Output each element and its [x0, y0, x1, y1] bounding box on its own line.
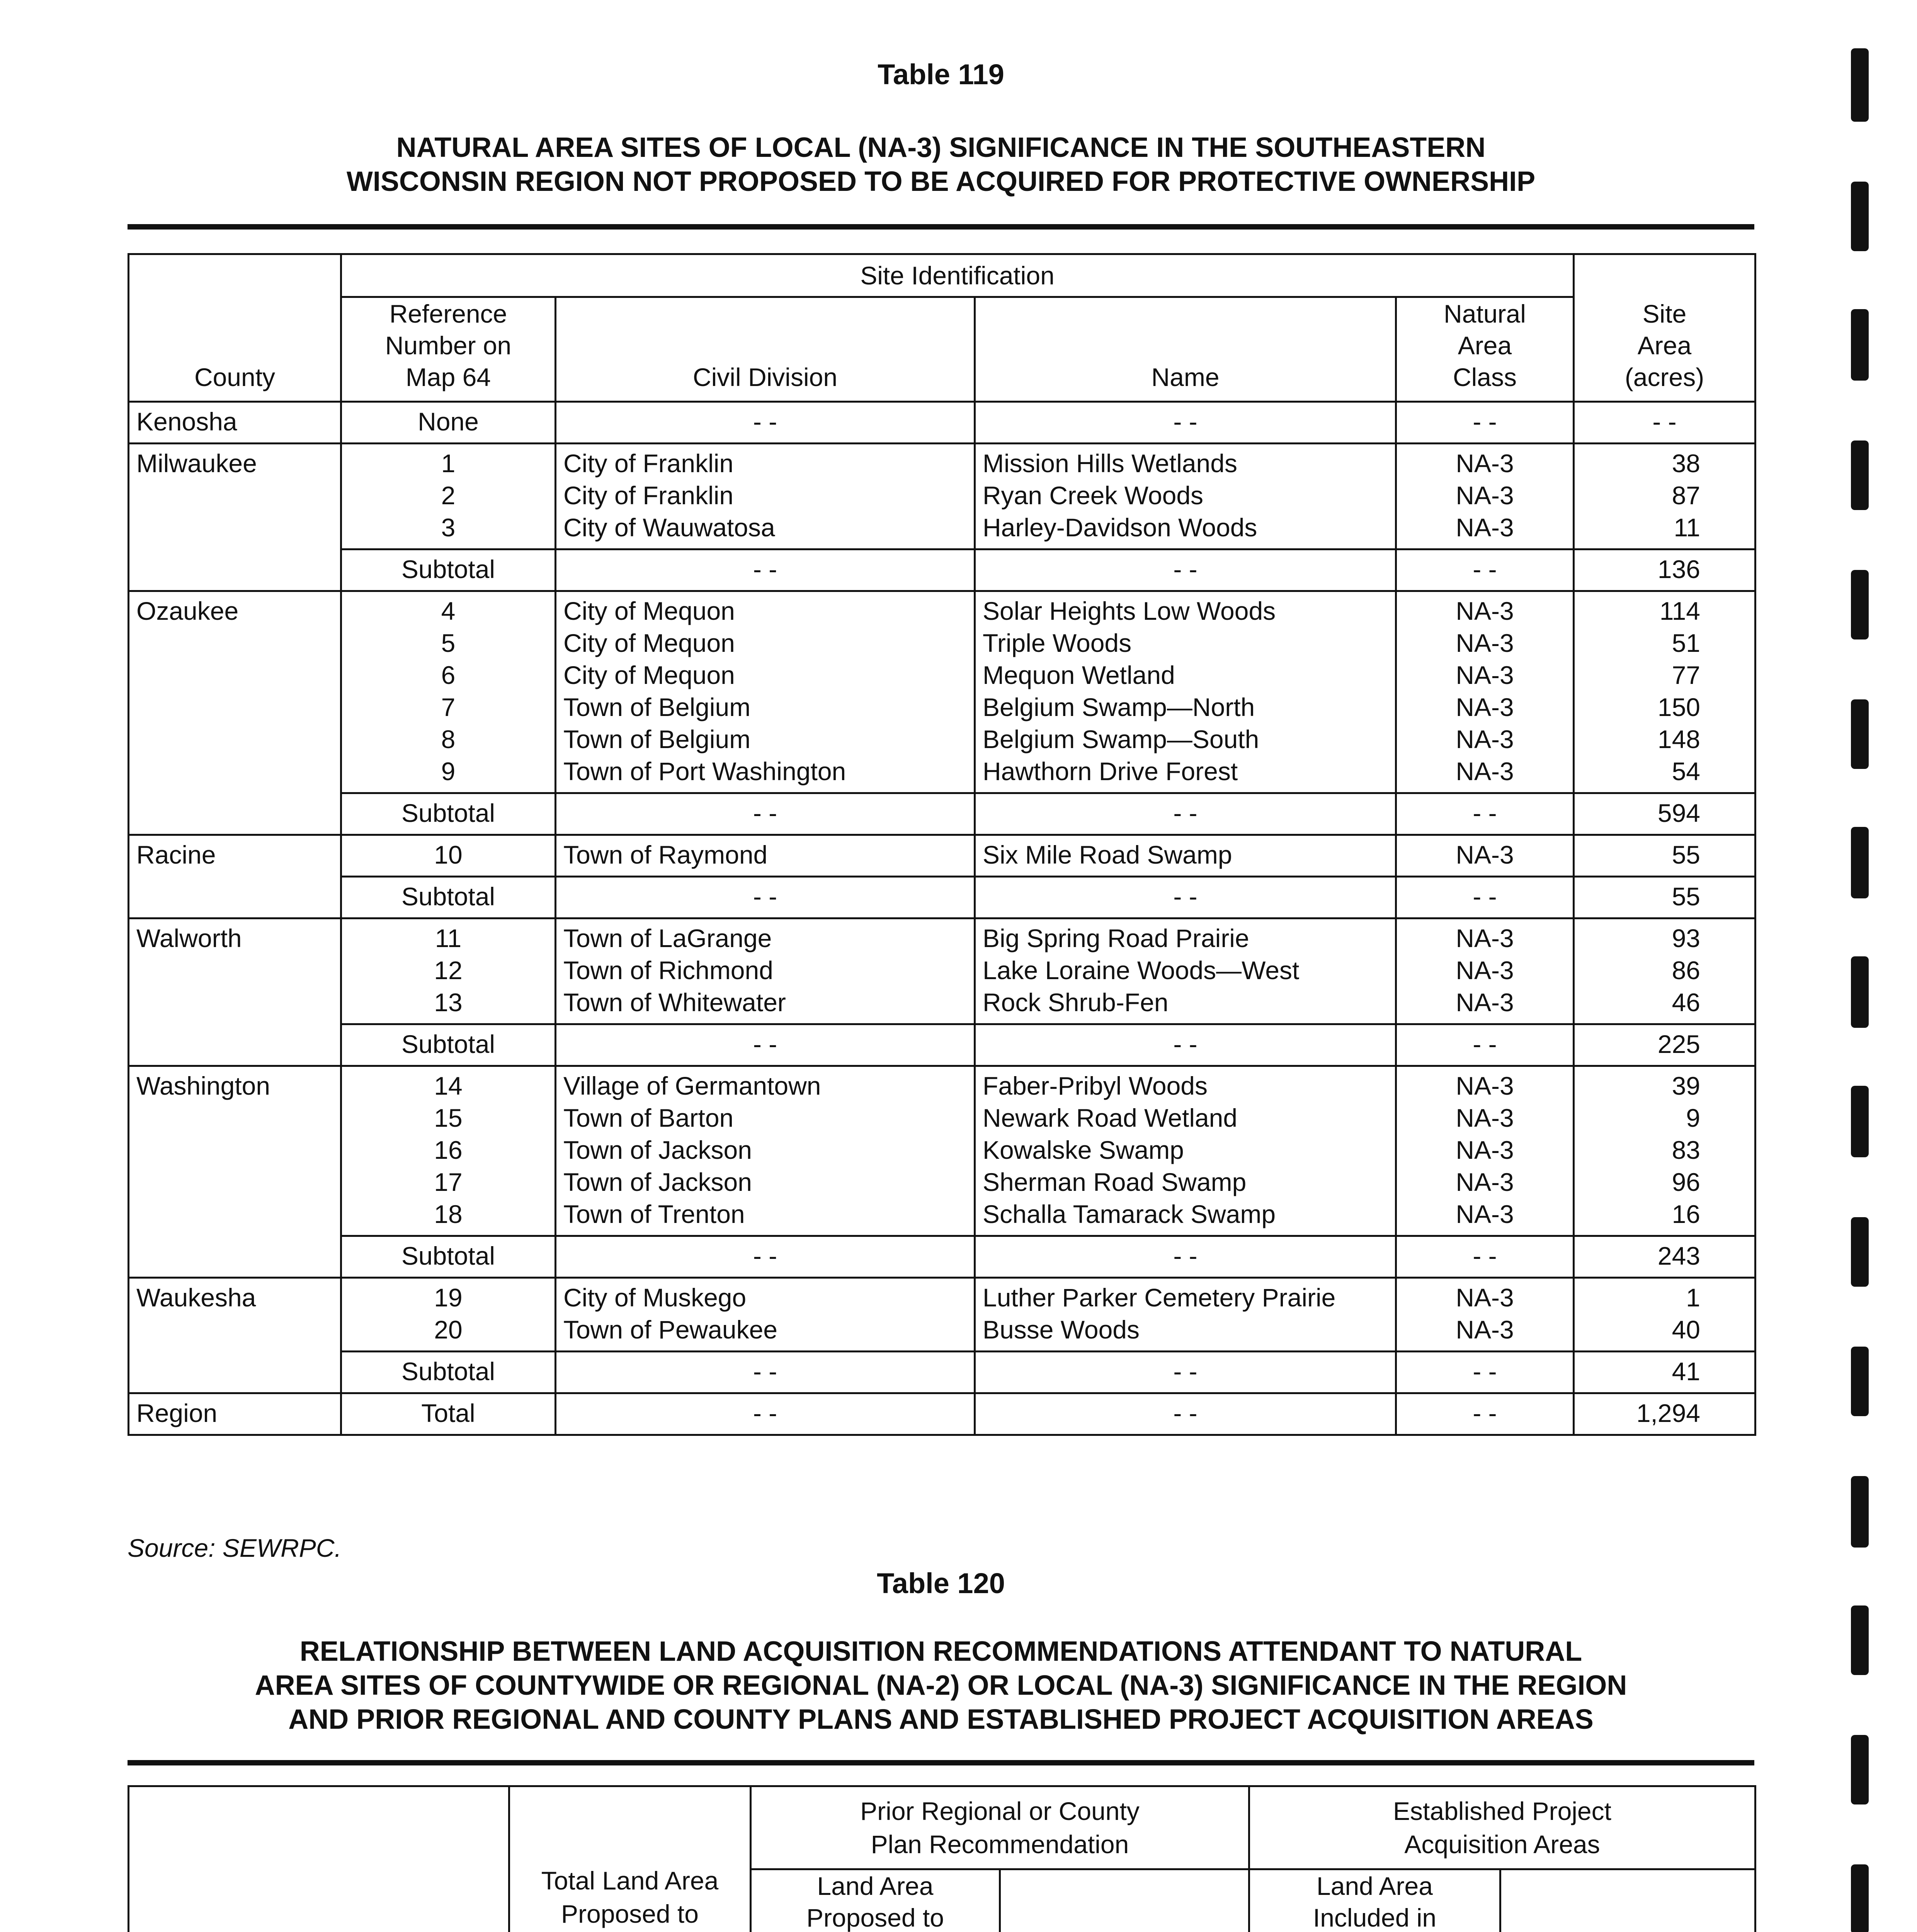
civil-division — [556, 1066, 975, 1236]
subtotal-name-dash: - - — [975, 793, 1396, 835]
civil-division-line: City of Mequon — [563, 661, 735, 689]
subtotal-class-dash: - - — [1396, 793, 1574, 835]
header-project-areas-group — [1249, 1786, 1755, 1869]
header-total-land — [509, 1786, 751, 1932]
header-project-percent — [1500, 1869, 1755, 1932]
site-name-line: Newark Road Wetland — [983, 1104, 1238, 1132]
subtotal-name-dash: - - — [975, 1236, 1396, 1278]
subtotal-area: 243 — [1574, 1236, 1755, 1278]
subtotal-class-dash: - - — [1396, 1024, 1574, 1066]
subtotal-name-dash: - - — [975, 1352, 1396, 1393]
area-class — [1396, 444, 1574, 549]
area-class — [1396, 1066, 1574, 1236]
reference-number-line: 14 — [434, 1071, 463, 1100]
subtotal-civil-dash: - - — [556, 1352, 975, 1393]
binder-tab-mark — [1851, 1217, 1869, 1287]
subtotal-row — [129, 1024, 1755, 1066]
area-class — [1396, 835, 1574, 877]
table-120-number: Table 120 — [877, 1567, 1005, 1599]
area-class — [1396, 1278, 1574, 1352]
area-class-line: NA-3 — [1456, 513, 1514, 542]
civil-division-line: - - — [753, 407, 777, 436]
reference-number-line: 15 — [434, 1104, 463, 1132]
header-prior-land — [751, 1869, 1000, 1932]
civil-division-line: City of Muskego — [563, 1283, 747, 1312]
county-name: Kenosha — [129, 402, 341, 444]
site-name-line: Schalla Tamarack Swamp — [983, 1200, 1276, 1228]
site-area-line: 46 — [1672, 988, 1701, 1017]
subtotal-civil-dash: - - — [556, 1236, 975, 1278]
subtotal-class-dash: - - — [1396, 877, 1574, 918]
reference-number-line: 17 — [434, 1168, 463, 1196]
reference-number-line: 3 — [441, 513, 456, 542]
header-line: Prior Regional or County — [860, 1797, 1140, 1825]
subtotal-label: Subtotal — [341, 877, 556, 918]
header-line: Proposed to — [806, 1903, 944, 1932]
area-class — [1396, 918, 1574, 1024]
site-area — [1574, 1278, 1755, 1352]
site-area-line: 40 — [1672, 1315, 1701, 1344]
table-120 — [128, 1785, 1756, 1932]
header-civil-division: Civil Division — [556, 297, 975, 402]
region-total-area: 1,294 — [1574, 1393, 1755, 1435]
area-class-line: NA-3 — [1456, 481, 1514, 510]
site-area-line: 83 — [1672, 1136, 1701, 1164]
header-line: Acquisition Areas — [1404, 1830, 1600, 1859]
binder-tab-mark — [1851, 309, 1869, 381]
area-class-line: NA-3 — [1456, 629, 1514, 657]
civil-division-line: City of Mequon — [563, 629, 735, 657]
subtotal-class-dash: - - — [1396, 1236, 1574, 1278]
subtotal-area: 594 — [1574, 793, 1755, 835]
header-reference — [341, 297, 556, 402]
header-line: Class — [1453, 363, 1517, 391]
header-site-identification: Site Identification — [341, 254, 1574, 297]
area-class-line: NA-3 — [1456, 924, 1514, 952]
site-name-line: Belgium Swamp—North — [983, 693, 1255, 721]
header-area-spacer — [1574, 254, 1755, 297]
subtotal-row — [129, 793, 1755, 835]
civil-division — [556, 402, 975, 444]
civil-division-line: City of Franklin — [563, 449, 734, 478]
site-area-line: 77 — [1672, 661, 1701, 689]
civil-division-line: Town of Whitewater — [563, 988, 786, 1017]
table-119-number: Table 119 — [878, 58, 1004, 90]
site-area-line: 150 — [1657, 693, 1701, 721]
binder-tab-mark — [1851, 699, 1869, 769]
header-name: Name — [975, 297, 1396, 402]
county-name: Ozaukee — [129, 591, 341, 835]
site-area-line: 96 — [1672, 1168, 1701, 1196]
table-119-title-line: NATURAL AREA SITES OF LOCAL (NA-3) SIGNIFICANCE IN THE SOUTHEASTERN — [396, 132, 1486, 163]
area-class — [1396, 402, 1574, 444]
county-name: Waukesha — [129, 1278, 341, 1393]
area-class-line: NA-3 — [1456, 1283, 1514, 1312]
header-county: County — [129, 297, 341, 402]
binder-tab-mark — [1851, 827, 1869, 898]
site-name-line: Harley-Davidson Woods — [983, 513, 1257, 542]
subtotal-label: Subtotal — [341, 1236, 556, 1278]
subtotal-label: Subtotal — [341, 1352, 556, 1393]
header-line: Natural — [1444, 299, 1526, 328]
header-line — [517, 1930, 743, 1932]
county-name: Milwaukee — [129, 444, 341, 591]
county-name: Racine — [129, 835, 341, 918]
site-area — [1574, 835, 1755, 877]
area-class-line: NA-3 — [1456, 1315, 1514, 1344]
header-line: Site — [1642, 299, 1687, 328]
binder-tab-mark — [1851, 1605, 1869, 1675]
reference-number-line: 2 — [441, 481, 456, 510]
site-name-line: - - — [1173, 407, 1197, 436]
site-name-line: Faber-Pribyl Woods — [983, 1071, 1208, 1100]
site-area — [1574, 591, 1755, 793]
site-area — [1574, 444, 1755, 549]
subtotal-name-dash: - - — [975, 1024, 1396, 1066]
site-name-line: Solar Heights Low Woods — [983, 597, 1276, 625]
civil-division — [556, 444, 975, 549]
site-name — [975, 1278, 1396, 1352]
reference-number-line: 10 — [434, 840, 463, 869]
table-119-body — [129, 402, 1755, 1435]
subtotal-row — [129, 1352, 1755, 1393]
subtotal-civil-dash: - - — [556, 549, 975, 591]
site-name-line: Belgium Swamp—South — [983, 725, 1259, 753]
reference-number — [341, 1066, 556, 1236]
subtotal-civil-dash: - - — [556, 1024, 975, 1066]
reference-number-line: 4 — [441, 597, 456, 625]
area-class-line: NA-3 — [1456, 840, 1514, 869]
civil-division-line: Town of Pewaukee — [563, 1315, 778, 1344]
region-label: Region — [129, 1393, 341, 1435]
reference-number-line: 5 — [441, 629, 456, 657]
header-line: Area — [1458, 331, 1512, 360]
binder-tab-mark — [1851, 956, 1869, 1028]
header-line: (acres) — [1624, 363, 1704, 391]
area-class — [1396, 591, 1574, 793]
header-line: Established Project — [1393, 1797, 1611, 1825]
table-120-title-line: RELATIONSHIP BETWEEN LAND ACQUISITION RECOMMENDATIONS ATTENDANT TO NATURAL — [299, 1636, 1582, 1667]
subtotal-area: 225 — [1574, 1024, 1755, 1066]
reference-number — [341, 444, 556, 549]
reference-number-line: 13 — [434, 988, 463, 1017]
site-name-line: Kowalske Swamp — [983, 1136, 1184, 1164]
area-class-line: NA-3 — [1456, 661, 1514, 689]
reference-number — [341, 1278, 556, 1352]
site-area — [1574, 1066, 1755, 1236]
site-area-line: 54 — [1672, 757, 1701, 786]
reference-number-line: 9 — [441, 757, 456, 786]
site-area-line: 87 — [1672, 481, 1701, 510]
county-group-row — [129, 835, 1755, 877]
site-area — [1574, 918, 1755, 1024]
site-name-line: Rock Shrub-Fen — [983, 988, 1169, 1017]
site-area-line: 148 — [1657, 725, 1701, 753]
civil-division-line: Village of Germantown — [563, 1071, 821, 1100]
binder-tab-mark — [1851, 1086, 1869, 1157]
header-line: Plan Recommendation — [871, 1830, 1129, 1859]
civil-division-line: Town of Trenton — [563, 1200, 745, 1228]
subtotal-class-dash: - - — [1396, 549, 1574, 591]
subtotal-name-dash: - - — [975, 549, 1396, 591]
header-county — [129, 1786, 509, 1932]
civil-division-line: Town of Belgium — [563, 693, 751, 721]
reference-number-line: 12 — [434, 956, 463, 985]
subtotal-area: 41 — [1574, 1352, 1755, 1393]
region-name-dash: - - — [975, 1393, 1396, 1435]
site-area-line: 86 — [1672, 956, 1701, 985]
site-name-line: Triple Woods — [983, 629, 1132, 657]
subtotal-civil-dash: - - — [556, 877, 975, 918]
area-class-line: NA-3 — [1456, 725, 1514, 753]
header-prior-percent — [1000, 1869, 1249, 1932]
area-class-line: NA-3 — [1456, 1071, 1514, 1100]
area-class-line: NA-3 — [1456, 988, 1514, 1017]
reference-number — [341, 402, 556, 444]
header-line: Map 64 — [405, 363, 491, 391]
subtotal-label: Subtotal — [341, 549, 556, 591]
table-119-title — [128, 131, 1754, 199]
binder-tab-mark — [1851, 1347, 1869, 1416]
area-class-line: - - — [1473, 407, 1497, 436]
site-area-line: 51 — [1672, 629, 1701, 657]
area-class-line: NA-3 — [1456, 1136, 1514, 1164]
site-name — [975, 918, 1396, 1024]
region-total-label: Total — [341, 1393, 556, 1435]
reference-number-line: 1 — [441, 449, 456, 478]
table-119 — [128, 253, 1756, 1436]
site-area-line: 1 — [1686, 1283, 1701, 1312]
civil-division-line: City of Wauwatosa — [563, 513, 775, 542]
civil-division — [556, 591, 975, 793]
site-area-line: 9 — [1686, 1104, 1701, 1132]
header-prior-plan-group — [751, 1786, 1249, 1869]
region-class-dash: - - — [1396, 1393, 1574, 1435]
civil-division-line: Town of Richmond — [563, 956, 773, 985]
civil-division-line: Town of LaGrange — [563, 924, 772, 952]
reference-number — [341, 835, 556, 877]
site-name-line: Luther Parker Cemetery Prairie — [983, 1283, 1336, 1312]
table-119-header — [129, 254, 1755, 402]
region-civil-dash: - - — [556, 1393, 975, 1435]
county-group-row — [129, 918, 1755, 1024]
subtotal-area: 55 — [1574, 877, 1755, 918]
site-name — [975, 402, 1396, 444]
header-line: Land Area — [1317, 1872, 1433, 1900]
county-group-row — [129, 402, 1755, 444]
area-class-line: NA-3 — [1456, 449, 1514, 478]
civil-division-line: City of Mequon — [563, 597, 735, 625]
site-area-line: 114 — [1659, 597, 1701, 625]
site-area-line: 93 — [1672, 924, 1701, 952]
site-area-line: - - — [1652, 407, 1677, 436]
header-line: Proposed to — [561, 1900, 699, 1928]
site-name-line: Busse Woods — [983, 1315, 1140, 1344]
county-name: Washington — [129, 1066, 341, 1278]
county-group-row — [129, 591, 1755, 793]
table-119-source: Source: SEWRPC. — [128, 1534, 342, 1562]
area-class-line: NA-3 — [1456, 597, 1514, 625]
binder-tab-mark — [1851, 570, 1869, 639]
civil-division-line: Town of Raymond — [563, 840, 768, 869]
header-line: Total Land Area — [541, 1866, 719, 1895]
area-class-line: NA-3 — [1456, 693, 1514, 721]
subtotal-label: Subtotal — [341, 793, 556, 835]
reference-number — [341, 918, 556, 1024]
header-line: Reference — [389, 299, 507, 328]
site-name — [975, 835, 1396, 877]
table-120-title — [128, 1634, 1754, 1736]
table-120-title-line: AREA SITES OF COUNTYWIDE OR REGIONAL (NA-2) OR LOCAL (NA-3) SIGNIFICANCE IN THE REGION — [255, 1670, 1627, 1701]
civil-division — [556, 1278, 975, 1352]
subtotal-class-dash: - - — [1396, 1352, 1574, 1393]
header-line: Land Area — [817, 1872, 934, 1900]
site-name-line: Sherman Road Swamp — [983, 1168, 1247, 1196]
county-group-row — [129, 1066, 1755, 1236]
civil-division — [556, 835, 975, 877]
area-class-line: NA-3 — [1456, 757, 1514, 786]
binder-tab-mark — [1851, 1476, 1869, 1548]
site-name-line: Lake Loraine Woods—West — [983, 956, 1300, 985]
table-120-rule — [128, 1760, 1754, 1765]
header-line: Number on — [385, 331, 512, 360]
site-name-line: Ryan Creek Woods — [983, 481, 1204, 510]
site-name-line: Big Spring Road Prairie — [983, 924, 1249, 952]
reference-number — [341, 591, 556, 793]
binder-tab-mark — [1851, 1864, 1869, 1932]
civil-division-line: Town of Jackson — [563, 1136, 752, 1164]
subtotal-row — [129, 877, 1755, 918]
table-119-rule — [128, 224, 1754, 230]
header-site-area — [1574, 297, 1755, 402]
header-class — [1396, 297, 1574, 402]
site-name — [975, 1066, 1396, 1236]
reference-number-line: 8 — [441, 725, 456, 753]
area-class-line: NA-3 — [1456, 1104, 1514, 1132]
header-project-land — [1249, 1869, 1500, 1932]
header-line: Included in — [1313, 1903, 1437, 1932]
subtotal-name-dash: - - — [975, 877, 1396, 918]
site-area — [1574, 402, 1755, 444]
reference-number-line: 18 — [434, 1200, 463, 1228]
table-120-header — [129, 1786, 1755, 1932]
site-name — [975, 444, 1396, 549]
site-area-line: 39 — [1672, 1071, 1701, 1100]
table-120-title-line: AND PRIOR REGIONAL AND COUNTY PLANS AND ESTABLISHED PROJECT ACQUISITION AREAS — [288, 1704, 1594, 1735]
binder-tab-mark — [1851, 182, 1869, 251]
subtotal-civil-dash: - - — [556, 793, 975, 835]
region-total-row — [129, 1393, 1755, 1435]
table-119-title-line: WISCONSIN REGION NOT PROPOSED TO BE ACQUIRED FOR PROTECTIVE OWNERSHIP — [346, 166, 1536, 197]
civil-division-line: Town of Barton — [563, 1104, 734, 1132]
site-name-line: Hawthorn Drive Forest — [983, 757, 1238, 786]
site-area-line: 16 — [1672, 1200, 1701, 1228]
header-line: Area — [1637, 331, 1692, 360]
site-area-line: 38 — [1672, 449, 1701, 478]
site-name-line: Mequon Wetland — [983, 661, 1175, 689]
site-name-line: Six Mile Road Swamp — [983, 840, 1232, 869]
county-name: Walworth — [129, 918, 341, 1066]
reference-number-line: 19 — [434, 1283, 463, 1312]
subtotal-label: Subtotal — [341, 1024, 556, 1066]
binder-tab-mark — [1851, 48, 1869, 122]
reference-number-line: 20 — [434, 1315, 463, 1344]
civil-division-line: City of Franklin — [563, 481, 734, 510]
civil-division-line: Town of Belgium — [563, 725, 751, 753]
area-class-line: NA-3 — [1456, 956, 1514, 985]
site-area-line: 11 — [1674, 513, 1701, 542]
binder-tab-mark — [1851, 1735, 1869, 1804]
subtotal-row — [129, 1236, 1755, 1278]
area-class-line: NA-3 — [1456, 1168, 1514, 1196]
civil-division-line: Town of Jackson — [563, 1168, 752, 1196]
reference-number-line: 7 — [441, 693, 456, 721]
county-group-row — [129, 1278, 1755, 1352]
county-group-row — [129, 444, 1755, 549]
subtotal-row — [129, 549, 1755, 591]
subtotal-area: 136 — [1574, 549, 1755, 591]
reference-number-line: 11 — [435, 924, 462, 952]
area-class-line: NA-3 — [1456, 1200, 1514, 1228]
civil-division-line: Town of Port Washington — [563, 757, 846, 786]
reference-number-line: 16 — [434, 1136, 463, 1164]
header-county-spacer — [129, 254, 341, 297]
reference-number-line: None — [418, 407, 479, 436]
site-name — [975, 591, 1396, 793]
site-area-line: 55 — [1672, 840, 1701, 869]
site-name-line: Mission Hills Wetlands — [983, 449, 1237, 478]
binder-tab-mark — [1851, 440, 1869, 510]
reference-number-line: 6 — [441, 661, 456, 689]
civil-division — [556, 918, 975, 1024]
